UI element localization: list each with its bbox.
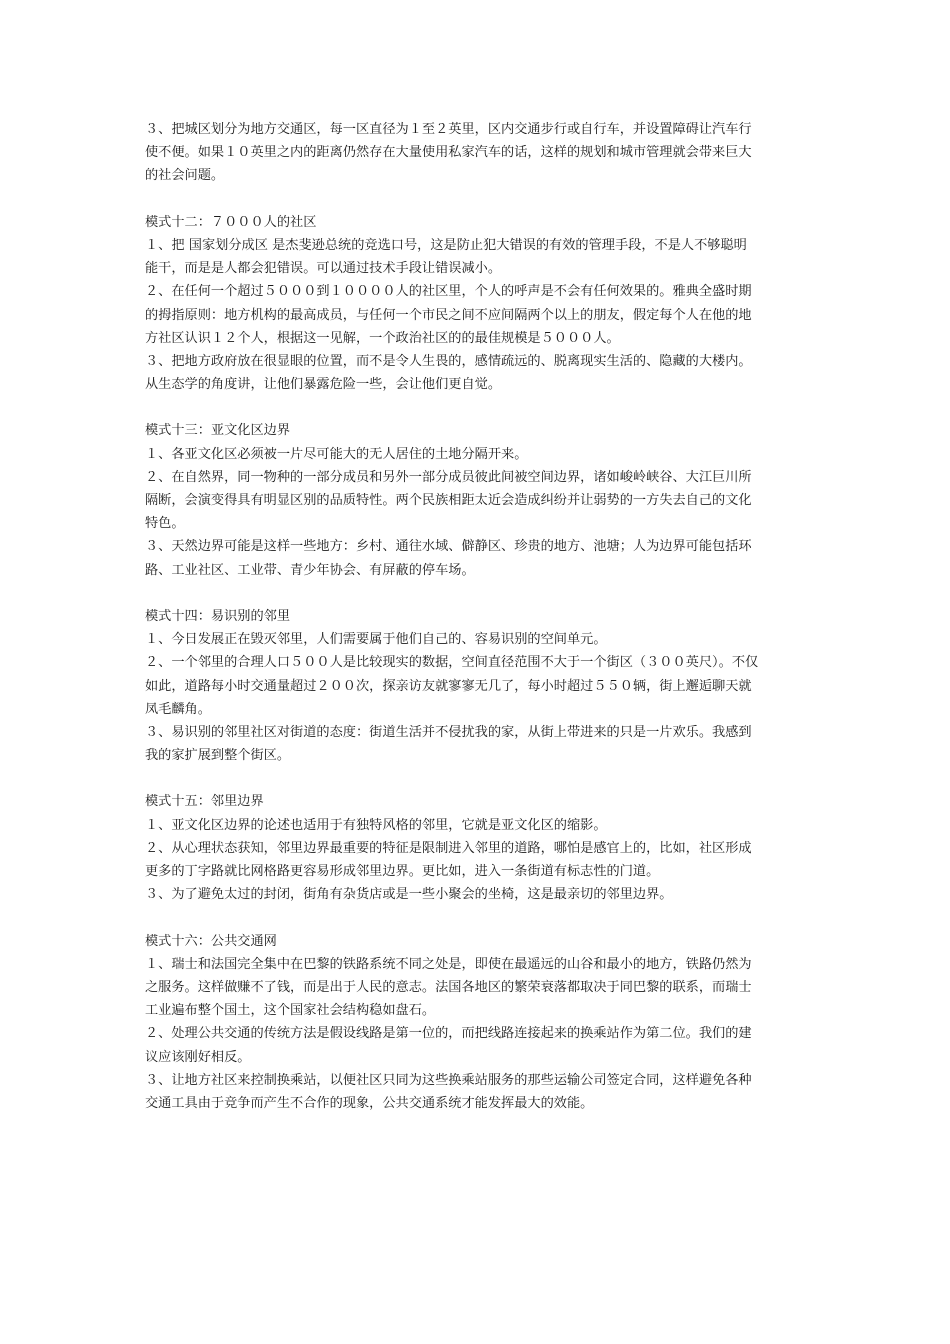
text-line: 的社会问题。 xyxy=(145,168,225,184)
paragraph-gap xyxy=(145,396,817,419)
text-line: ３、把地方政府放在很显眼的位置，而不是令人生畏的，感情疏远的、脱离现实生活的、隐藏的大楼内。 xyxy=(145,353,752,369)
text-line: 更多的丁字路就比网格路更容易形成邻里边界。更比如，进入一条街道有标志性的门道。 xyxy=(145,864,660,879)
paragraph-gap xyxy=(145,188,817,211)
text-line: 从生态学的角度讲，让他们暴露危险一些，会让他们更自觉。 xyxy=(145,377,502,393)
text-line: 特色。 xyxy=(145,516,185,532)
text-line: １、把 国家划分成区 是杰斐逊总统的竞选口号，这是防止犯大错误的有效的管理手段，不是人不够聪明 xyxy=(145,237,747,253)
paragraph-gap xyxy=(145,767,817,790)
paragraph-gap xyxy=(145,582,817,605)
section-title: 模式十三：亚文化区边界 xyxy=(145,423,291,439)
text-line: 方社区认识１２个人，根据这一见解，一个政治社区的的最佳规模是５０００人。 xyxy=(145,330,620,346)
text-line: 之服务。这样做赚不了钱，而是出于人民的意志。法国各地区的繁荣衰落都取决于同巴黎的联系，而瑞士 xyxy=(145,979,752,995)
document-body xyxy=(145,118,817,1115)
text-line: １、亚文化区边界的论述也适用于有独特风格的邻里，它就是亚文化区的缩影。 xyxy=(145,817,607,833)
text-line: 使不便。如果１０英里之内的距离仍然存在大量使用私家汽车的话，这样的规划和城市管理就会带来巨大 xyxy=(145,145,752,161)
text-line: ３、让地方社区来控制换乘站，以便社区只同为这些换乘站服务的那些运输公司签定合同，这样避免各种 xyxy=(145,1072,752,1088)
text-line: ２、从心理状态获知，邻里边界最重要的特征是限制进入邻里的道路，哪怕是感官上的，比如，社区形成 xyxy=(145,840,752,856)
text-line: 路、工业社区、工业带、青少年协会、有屏蔽的停车场。 xyxy=(145,562,475,578)
text-line: 交通工具由于竞争而产生不合作的现象，公共交通系统才能发挥最大的效能。 xyxy=(145,1095,594,1111)
section-title: 模式十五：邻里边界 xyxy=(145,794,264,810)
text-line: 隔断，会演变得具有明显区别的品质特性。两个民族相距太近会造成纠纷并让弱势的一方失去自己的文化 xyxy=(145,493,752,508)
text-line: 的拇指原则：地方机构的最高成员，与任何一个市民之间不应间隔两个以上的朋友，假定每个人在他的地 xyxy=(145,307,752,323)
text-line: １、瑞士和法国完全集中在巴黎的铁路系统不同之处是，即使在最遥远的山谷和最小的地方，铁路仍然为 xyxy=(145,956,752,972)
text-line: １、今日发展正在毁灭邻里，人们需要属于他们自己的、容易识别的空间单元。 xyxy=(145,632,607,648)
text-line: 我的家扩展到整个街区。 xyxy=(145,748,291,764)
text-line: 能干，而是是人都会犯错误。可以通过技术手段让错误减小。 xyxy=(145,261,502,277)
text-line: ３、为了避免太过的封闭，街角有杂货店或是一些小聚会的坐椅，这是最亲切的邻里边界。 xyxy=(145,887,673,903)
text-line: ２、在任何一个超过５０００到１００００人的社区里，个人的呼声是不会有任何效果的。雅典全盛时期 xyxy=(145,284,752,300)
text-line: ２、在自然界，同一物种的一部分成员和另外一部分成员彼此间被空间边界，诸如峻岭峡谷、大江巨川所 xyxy=(145,469,752,485)
text-line: ３、天然边界可能是这样一些地方：乡村、通往水域、僻静区、珍贵的地方、池塘；人为边界可能包括环 xyxy=(145,539,752,555)
text-line: 议应该刚好相反。 xyxy=(145,1049,251,1065)
text-line: ３、易识别的邻里社区对街道的态度：街道生活并不侵扰我的家，从街上带进来的只是一片欢乐。我感到 xyxy=(145,724,752,740)
text-line: 凤毛麟角。 xyxy=(145,701,211,717)
paragraph-gap xyxy=(145,906,817,929)
section-title: 模式十六：公共交通网 xyxy=(145,933,277,949)
text-line: 工业遍布整个国土，这个国家社会结构稳如盘石。 xyxy=(145,1003,436,1019)
text-line: ２、处理公共交通的传统方法是假设线路是第一位的，而把线路连接起来的换乘站作为第二位。我们的建 xyxy=(145,1026,752,1042)
section-title: 模式十四：易识别的邻里 xyxy=(145,608,291,624)
text-line: ２、一个邻里的合理人口５００人是比较现实的数据，空间直径范围不大于一个街区（３００英尺）。不仅 xyxy=(145,655,759,671)
section-title: 模式十二：７０００人的社区 xyxy=(145,214,317,230)
text-line: 如此，道路每小时交通量超过２００次，探亲访友就寥寥无几了，每小时超过５５０辆，街上邂逅聊天就 xyxy=(145,678,752,694)
text-line: ３、把城区划分为地方交通区，每一区直径为１至２英里，区内交通步行或自行车，并设置障碍让汽车行 xyxy=(145,122,752,137)
text-line: １、各亚文化区必须被一片尽可能大的无人居住的土地分隔开来。 xyxy=(145,446,528,462)
